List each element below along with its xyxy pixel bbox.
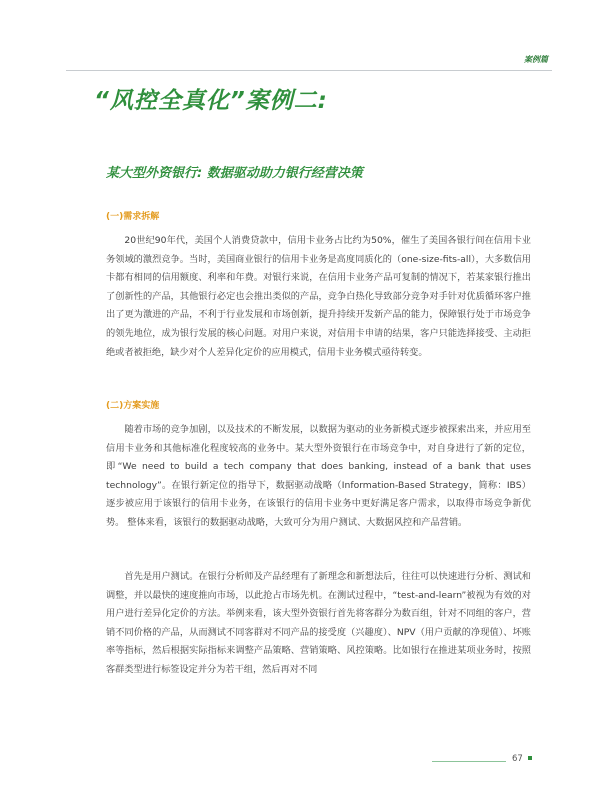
header-rule: [66, 70, 552, 71]
running-head: 案例篇: [524, 55, 548, 64]
page-title: “风控全真化”案例二:: [94, 88, 328, 114]
paragraph-implementation-2: 首先是用户测试。在银行分析师及产品经理有了新理念和新想法后，往往可以快速进行分析、测试和调整，并以最快的速度推向市场，以此抢占市场先机。在测试过程中，“test-and-learn”被视为有效的对用户进行差异化定价的方法。举例来看，该大型外资银行首先将客群分为数百组，针对不同组的客户，营销不同价格的产品，从而测试不同客群对不同产品的接受度（兴趣度）、NPV（用户贡献的净现值）、坏账率等指标，然后根据实际指标来调整产品策略、营销策略、风控策略。比如银行在推进某项业务时，按照客群类型进行标签设定并分为若干组，然后再对不同: [106, 571, 531, 675]
case-title: 某大型外资银行: 数据驱动助力银行经营决策: [106, 166, 363, 181]
section-heading-requirements: (一)需求拆解: [106, 212, 160, 222]
page-marker-square: [528, 756, 532, 760]
paragraph-implementation-1: 随着市场的竞争加剧，以及技术的不断发展，以数据为驱动的业务新模式逐步被探索出来，并应用至信用卡业务和其他标准化程度较高的业务中。某大型外资银行在市场竞争中，对自身进行了新的定位，即“We need to build a tech company that does banking, instead of a bank that uses technology”。在银行新定位的指导下，数据驱动战略（Information-Based Strategy，简称：IBS）逐步被应用于该银行的信用卡业务，在该银行的信用卡业务中更好满足客户需求，以取得市场竞争新优势。 整体来看，该银行的数据驱动战略，大致可分为用户测试、大数据风控和产品营销。: [106, 424, 531, 528]
page-number: 67: [512, 754, 523, 764]
section-heading-implementation: (二)方案实施: [106, 401, 160, 411]
paragraph-requirements: 20世纪90年代，美国个人消费贷款中，信用卡业务占比约为50%，催生了美国各银行间在信用卡业务领域的激烈竞争。当时，美国商业银行的信用卡业务是高度同质化的（one-size-fits-all），大多数信用卡都有相同的信用额度、利率和年费。对银行来说，在信用卡业务产品可复制的情况下，若某家银行推出了创新性的产品，其他银行必定也会推出类似的产品，竞争白热化导致部分竞争对手针对优质循环客户推出了更为激进的产品，不利于行业发展和市场创新，提升持续开发新产品的能力，保障银行处于市场竞争的领先地位，成为银行发展的核心问题。对用户来说，对信用卡申请的结果，客户只能选择接受、主动拒绝或者被拒绝，缺少对个人差异化定价的应用模式，信用卡业务模式亟待转变。: [106, 235, 531, 358]
footer-rule: [432, 761, 506, 762]
